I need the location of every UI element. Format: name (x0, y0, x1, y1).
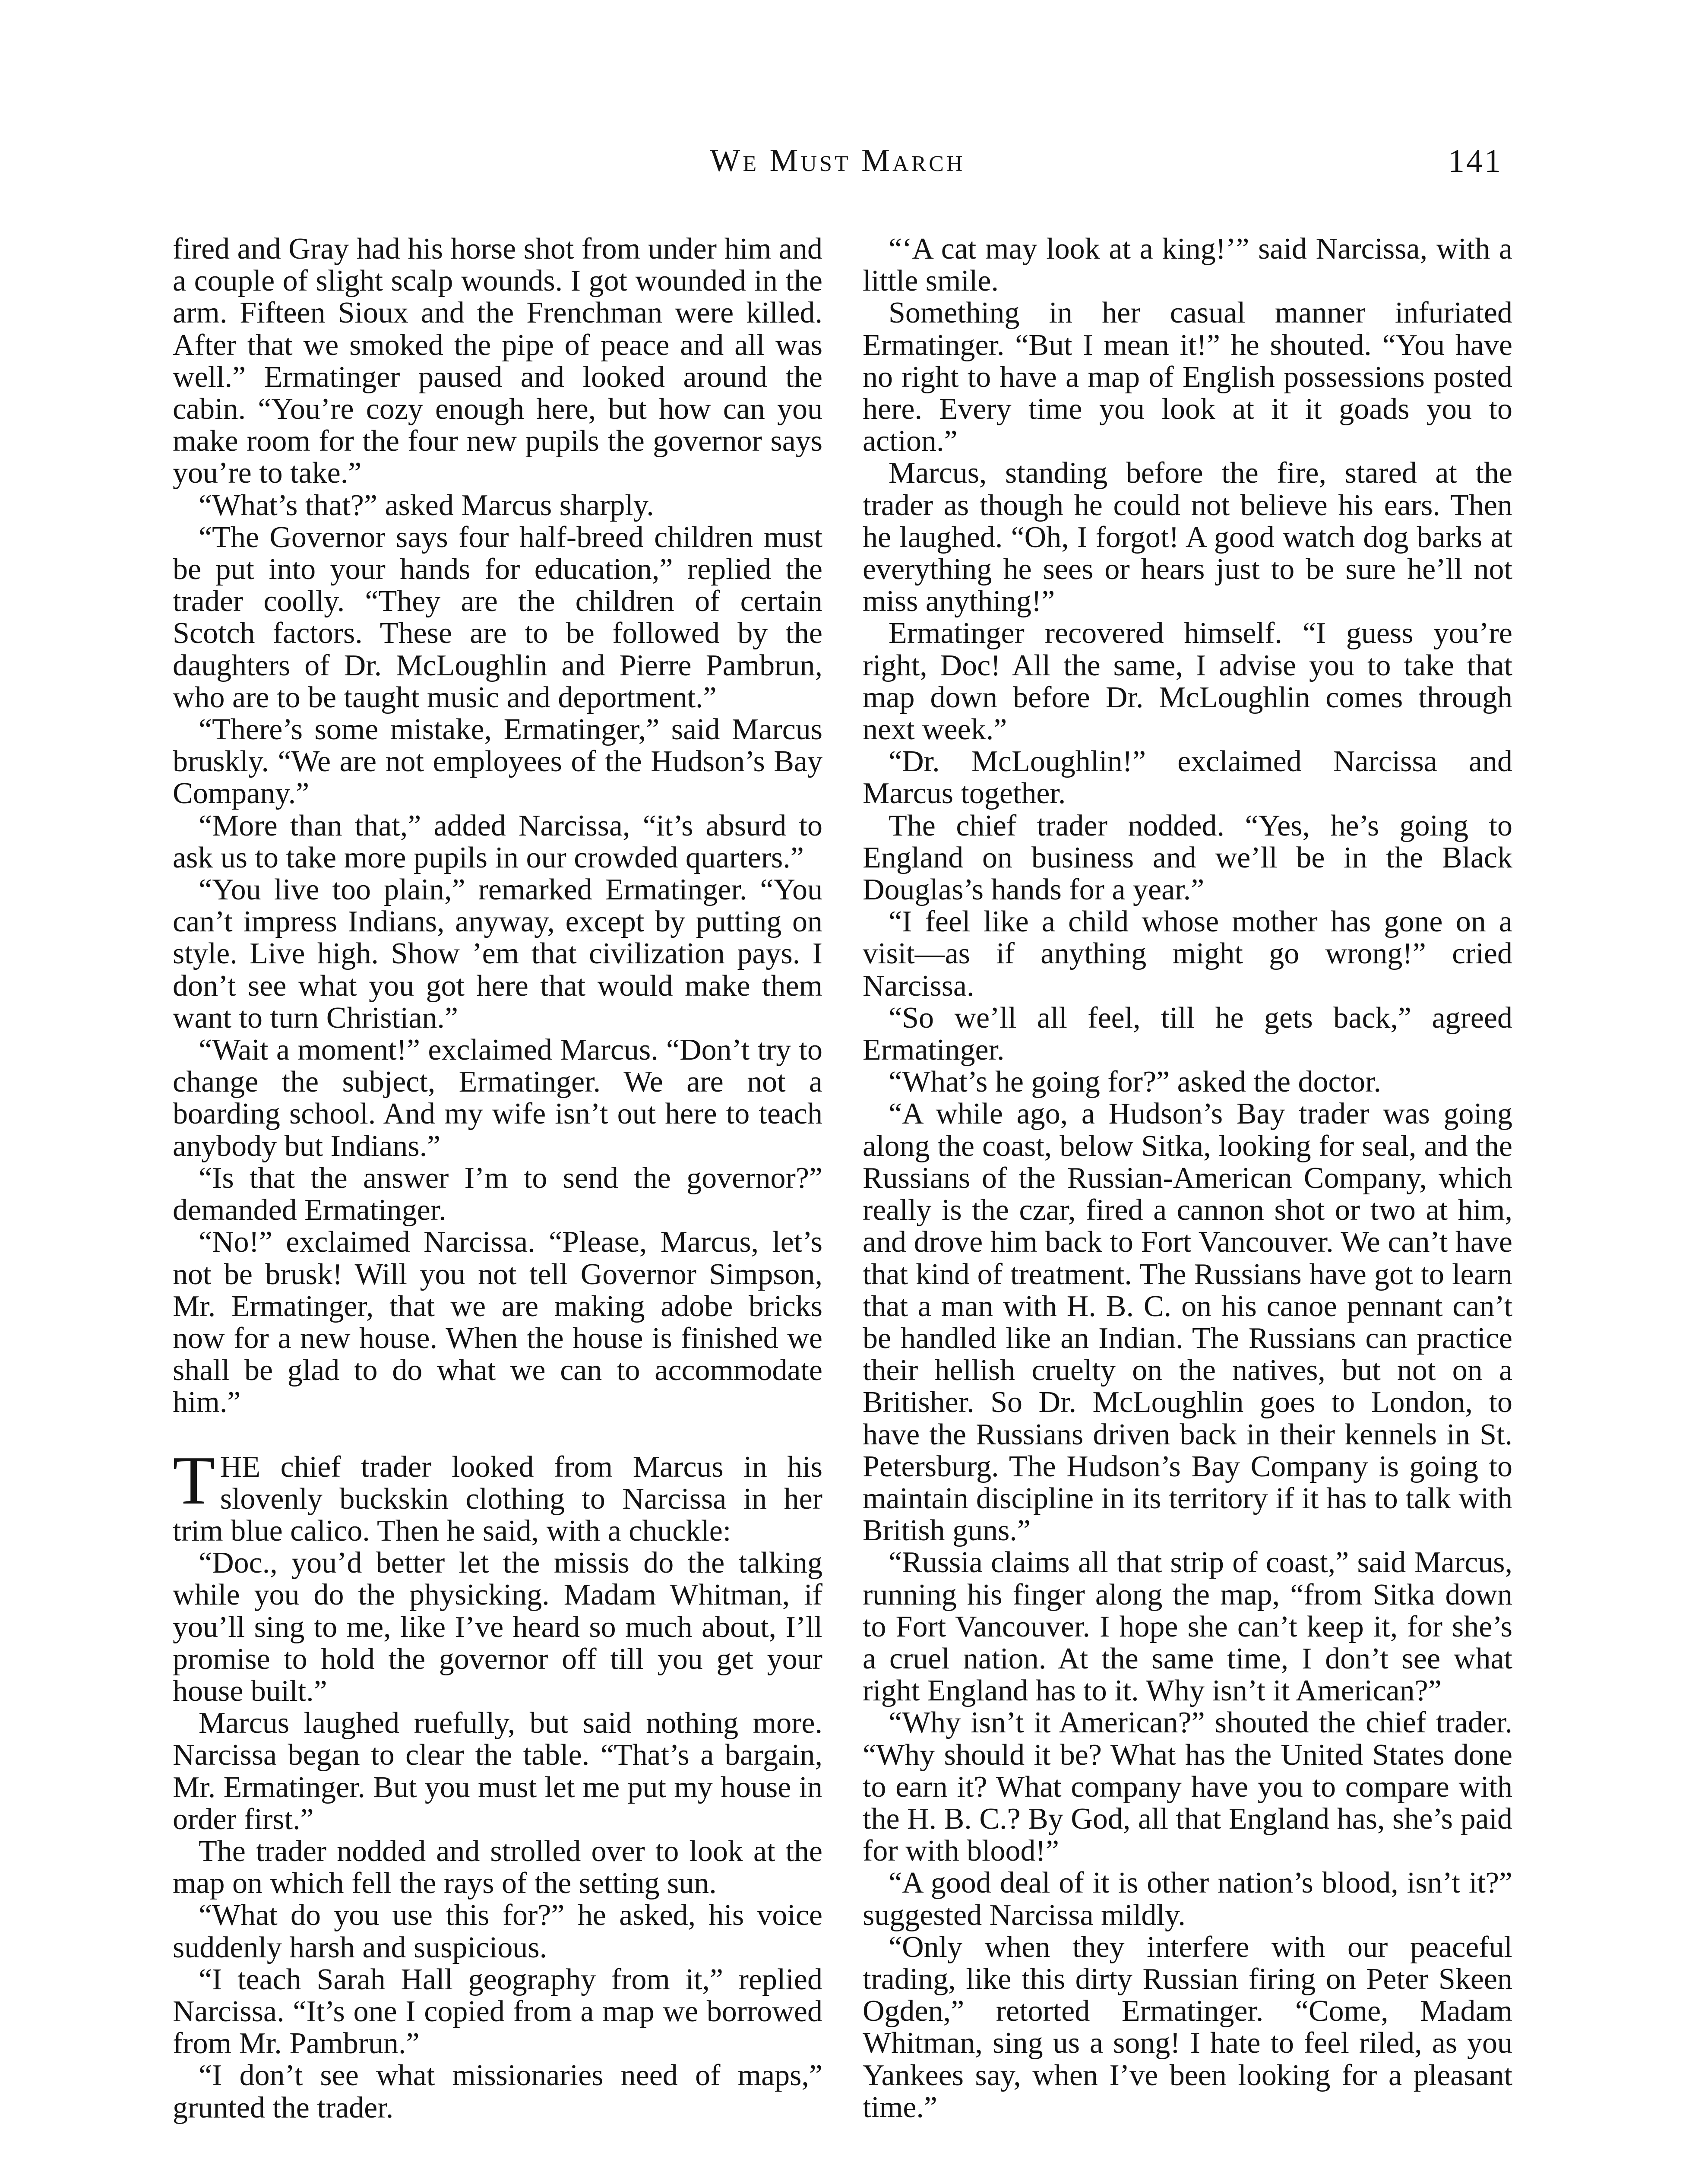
paragraph: Ermatinger recovered himself. “I guess you’re right, Doc! All the same, I advise you to take that map down before Dr. McLoughlin comes through next week.” (863, 617, 1512, 747)
paragraph: “Why isn’t it American?” shouted the chief trader. “Why should it be? What has the United States done to earn it? What company have you to compare with the H. B. C.? By God, all that England has, she’s paid for with blood!” (863, 1706, 1512, 1868)
paragraph: The trader nodded and strolled over to look at the map on which fell the rays of the setting sun. (173, 1834, 822, 1900)
paragraph: “Wait a moment!” exclaimed Marcus. “Don’t try to change the subject, Ermatinger. We are not a boarding school. And my wife isn’t out here to teach anybody but Indians.” (173, 1033, 822, 1163)
paragraph: Something in her casual manner infuriated Ermatinger. “But I mean it!” he shouted. “You have no right to have a map of English possessions posted here. Every time you look at it it goads you to action.” (863, 296, 1512, 458)
lead-small-caps: HE (220, 1450, 261, 1484)
paragraph: “You live too plain,” remarked Ermatinger. “You can’t impress Indians, anyway, except by putting on style. Live high. Show ’em that civilization pays. I don’t see what you got here that would make them want to turn Christian.” (173, 873, 822, 1035)
paragraph: The chief trader nodded. “Yes, he’s going to England on business and we’ll be in the Black Douglas’s hands for a year.” (863, 809, 1512, 907)
paragraph: “No!” exclaimed Narcissa. “Please, Marcus, let’s not be brusk! Will you not tell Governor Simpson, Mr. Ermatinger, that we are making adobe bricks now for a new house. When the house is finished we shall be glad to do what we can to accommodate him.” (173, 1225, 822, 1419)
paragraph: “So we’ll all feel, till he gets back,” agreed Ermatinger. (863, 1001, 1512, 1067)
drop-cap: T (173, 1441, 215, 1519)
paragraph: “The Governor says four half-breed children must be put into your hands for education,” replied the trader coolly. “They are the children of certain Scotch factors. These are to be followed by the daughters of Dr. McLoughlin and Pierre Pambrun, who are to be taught music and deportment.” (173, 520, 822, 714)
paragraph: “There’s some mistake, Ermatinger,” said Marcus bruskly. “We are not employees of the Hudson’s Bay Company.” (173, 713, 822, 810)
paragraph: “Only when they interfere with our peaceful trading, like this dirty Russian firing on Peter Skeen Ogden,” retorted Ermatinger. “Come, Madam Whitman, sing us a song! I hate to feel riled, as you Yankees say, when I’ve been looking for a pleasant time.” (863, 1930, 1512, 2124)
paragraph: “‘A cat may look at a king!’” said Narcissa, with a little smile. (863, 232, 1512, 298)
paragraph: “Doc., you’d better let the missis do the talking while you do the physicking. Madam Whitman, if you’ll sing to me, like I’ve heard so much about, I’ll promise to hold the governor off till you get your house built.” (173, 1546, 822, 1708)
paragraph: fired and Gray had his horse shot from under him and a couple of slight scalp wounds. I got wounded in the arm. Fifteen Sioux and the Frenchman were killed. After that we smoked the pipe of peace and all was well.” Ermatinger paused and looked around the cabin. “You’re cozy enough here, but how can you make room for the four new pupils the governor says you’re to take.” (173, 232, 822, 490)
paragraph: “I don’t see what missionaries need of maps,” grunted the trader. (173, 2059, 822, 2124)
right-column (863, 233, 1512, 2124)
paragraph: “A while ago, a Hudson’s Bay trader was going along the coast, below Sitka, looking for seal, and the Russians of the Russian-American Company, which really is the czar, fired a cannon shot or two at him, and drove him back to Fort Vancouver. We can’t have that kind of treatment. The Russians have got to learn that a man with H. B. C. on his canoe pennant can’t be handled like an Indian. The Russians can practice their hellish cruelty on the natives, but not on a Britisher. So Dr. McLoughlin goes to London, to have the Russians driven back in their kennels in St. Petersburg. The Hudson’s Bay Company is going to maintain discipline in its territory if it has to talk with British guns.” (863, 1097, 1512, 1548)
paragraph: “What’s that?” asked Marcus sharply. (199, 488, 654, 522)
paragraph: “I feel like a child whose mother has gone on a visit—as if anything might go wrong!” cried Narcissa. (863, 905, 1512, 1003)
paragraph: “What do you use this for?” he asked, his voice suddenly harsh and suspicious. (173, 1899, 822, 1964)
section-opening-paragraph (173, 1441, 822, 1548)
paragraph: “Dr. McLoughlin!” exclaimed Narcissa and Marcus together. (863, 745, 1512, 810)
paragraph: Marcus, standing before the fire, stared at the trader as though he could not believe his ears. Then he laughed. “Oh, I forgot! A good watch dog barks at everything he sees or hears just to be sure he’ll not miss anything!” (863, 456, 1512, 618)
paragraph: “I teach Sarah Hall geography from it,” replied Narcissa. “It’s one I copied from a map we borrowed from Mr. Pambrun.” (173, 1963, 822, 2061)
paragraph: Marcus laughed ruefully, but said nothing more. Narcissa began to clear the table. “That’s a bargain, Mr. Ermatinger. But you must let me put my house in order first.” (173, 1706, 822, 1836)
left-column (173, 233, 822, 2124)
paragraph: “What’s he going for?” asked the doctor. (889, 1065, 1381, 1099)
paragraph: “Russia claims all that strip of coast,” said Marcus, running his finger along the map, “from Sitka down to Fort Vancouver. I hope she can’t keep it, for she’s a cruel nation. At the same time, I don’t see what right England has to it. Why isn’t it American?” (863, 1546, 1512, 1708)
page-number: 141 (1448, 143, 1502, 179)
opening-text: chief trader looked from Marcus in his slovenly buckskin clothing to Narcissa in her trim blue calico. Then he said, with a chuckle: (173, 1450, 822, 1548)
paragraph: “A good deal of it is other nation’s blood, isn’t it?” suggested Narcissa mildly. (863, 1866, 1512, 1932)
section-break (173, 1419, 822, 1451)
running-title: We Must March (710, 143, 965, 178)
paragraph: “More than that,” added Narcissa, “it’s absurd to ask us to take more pupils in our crowded quarters.” (173, 809, 822, 874)
paragraph: “Is that the answer I’m to send the governor?” demanded Ermatinger. (173, 1161, 822, 1227)
page-header (173, 142, 1502, 199)
